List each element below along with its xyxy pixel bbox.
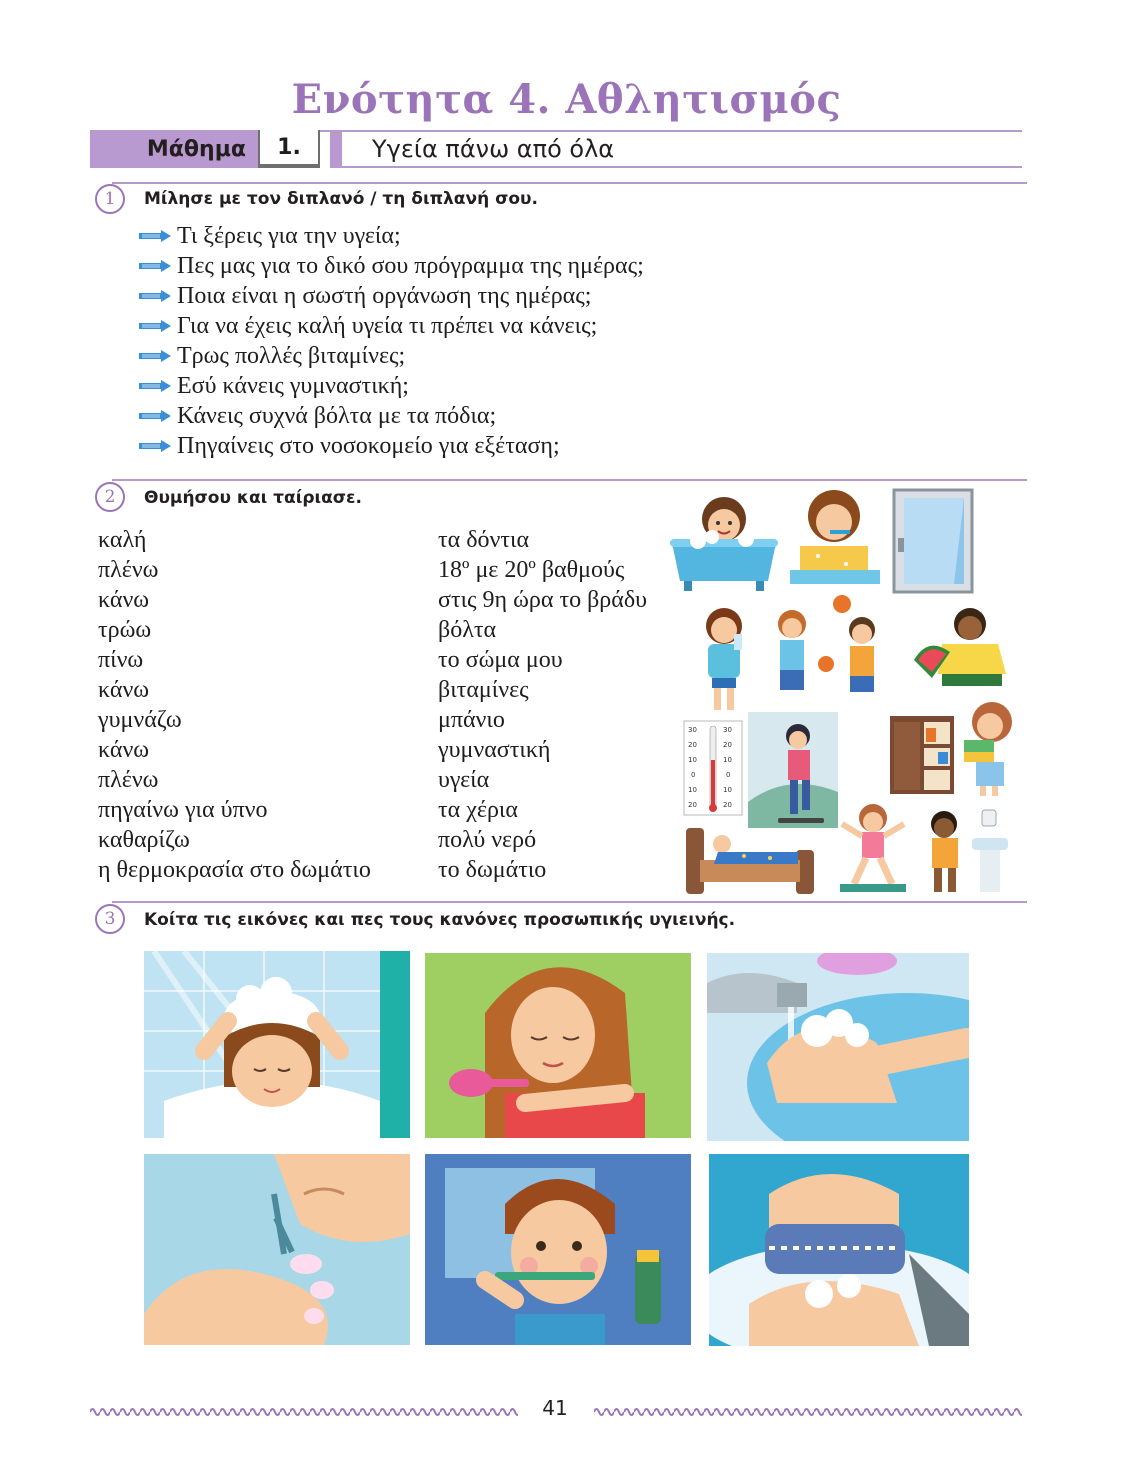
unit-title: Ενότητα 4. Αθλητισμός: [291, 76, 842, 123]
exercise2-number: 2: [95, 482, 125, 512]
thermometer-tick-label: 30: [688, 726, 697, 734]
lesson-header: [90, 130, 1022, 168]
lesson-accent-strip: [330, 132, 342, 168]
match-right-item: στις 9η ώρα το βράδυ: [438, 587, 648, 613]
lesson-label: Μάθημα: [90, 130, 258, 168]
question-text: Κάνεις συχνά βόλτα με τα πόδια;: [177, 402, 497, 429]
lesson-number: 1.: [258, 130, 320, 168]
thermometer-tick-label: 20: [723, 741, 732, 749]
match-right-item: το σώμα μου: [438, 647, 563, 673]
exercise2-instruction: Θυμήσου και ταίριασε.: [144, 488, 362, 508]
match-right-item: βιταμίνες: [438, 677, 529, 703]
list-item: [138, 371, 644, 401]
match-right-item: τα δόντια: [438, 527, 530, 553]
arrow-bullet-icon: [138, 229, 172, 243]
lesson-rule-bottom: [340, 166, 1022, 168]
match-left-item: κάνω: [98, 587, 150, 613]
match-left-item: πηγαίνω για ύπνο: [98, 797, 268, 823]
thermometer-tick-label: 10: [723, 786, 732, 794]
list-item: [138, 281, 644, 311]
thermometer-tick-label: 0: [691, 771, 696, 779]
girl-exercising-illustration: [836, 800, 910, 896]
question-text: Για να έχεις καλή υγεία τι πρέπει να κάνεις;: [177, 312, 598, 339]
page-footer: [90, 1396, 1022, 1420]
exercise1-question-list: [138, 221, 644, 461]
match-left-item: τρώω: [98, 617, 152, 643]
match-left-item: η θερμοκρασία στο δωμάτιο: [98, 857, 371, 883]
match-right-item: βόλτα: [438, 617, 497, 643]
match-right-item: τα χέρια: [438, 797, 518, 823]
brushing-teeth-picture: [425, 1154, 691, 1345]
match-right-item: το δωμάτιο: [438, 857, 547, 883]
boy-eating-watermelon-illustration: [912, 600, 1020, 692]
match-left-item: κάνω: [98, 737, 150, 763]
list-item: [138, 221, 644, 251]
match-right-item: υγεία: [438, 767, 490, 793]
match-left-column: [98, 525, 371, 885]
arrow-bullet-icon: [138, 379, 172, 393]
match-left-item: καλή: [98, 527, 147, 553]
boy-washing-hands-illustration: [914, 804, 1010, 896]
exercise1-number: 1: [95, 184, 125, 214]
footer-wave-left: [90, 1404, 518, 1416]
exercise3-number: 3: [95, 904, 125, 934]
thermometer-tick-label: 10: [723, 756, 732, 764]
thermometer-tick-label: 20: [723, 801, 732, 809]
kids-basketball-illustration: [762, 594, 892, 714]
brushing-teeth-illustration: [790, 486, 880, 586]
brushing-hair-picture: [425, 953, 691, 1138]
arrow-bullet-icon: [138, 289, 172, 303]
match-right-item: γυμναστική: [438, 737, 551, 763]
question-text: Τι ξέρεις για την υγεία;: [177, 222, 401, 249]
thermometer-tick-label: 20: [688, 801, 697, 809]
match-left-item: καθαρίζω: [98, 827, 190, 853]
exercise1-rule: [112, 182, 1027, 184]
question-text: Ποια είναι η σωστή οργάνωση της ημέρας;: [177, 282, 592, 309]
thermometer-tick-label: 0: [726, 771, 731, 779]
footer-wave-right: [594, 1404, 1022, 1416]
wardrobe-illustration: [886, 712, 958, 798]
match-right-column: [438, 525, 647, 885]
thermometer-tick-label: 10: [688, 786, 697, 794]
question-text: Τρως πολλές βιταμίνες;: [177, 342, 406, 369]
match-right-item: μπάνιο: [438, 707, 505, 733]
window-illustration: [892, 488, 974, 594]
exercise2-rule: [112, 479, 1027, 481]
thermometer-tick-label: 20: [688, 741, 697, 749]
arrow-bullet-icon: [138, 319, 172, 333]
question-text: Εσύ κάνεις γυμναστική;: [177, 372, 409, 399]
list-item: [138, 431, 644, 461]
washing-hands-picture: [707, 953, 969, 1141]
lesson-title: Υγεία πάνω από όλα: [372, 135, 615, 163]
girl-with-towels-illustration: [958, 696, 1018, 796]
exercise3-rule: [112, 901, 1027, 903]
list-item: [138, 251, 644, 281]
match-left-item: κάνω: [98, 677, 150, 703]
girl-drinking-water-illustration: [694, 604, 754, 716]
match-left-item: πλένω: [98, 557, 159, 583]
washing-hair-picture: [144, 951, 410, 1138]
question-text: Πες μας για το δικό σου πρόγραμμα της ημέρας;: [177, 252, 644, 279]
exercise1-instruction: Μίλησε με τον διπλανό / τη διπλανή σου.: [144, 189, 538, 209]
thermometer-tick-label: 10: [688, 756, 697, 764]
cutting-toenails-picture: [144, 1154, 410, 1345]
arrow-bullet-icon: [138, 259, 172, 273]
girl-walking-illustration: [748, 712, 838, 828]
list-item: [138, 311, 644, 341]
match-left-item: πλένω: [98, 767, 159, 793]
page-number: 41: [542, 1396, 568, 1420]
child-sleeping-in-bed-illustration: [684, 820, 816, 898]
arrow-bullet-icon: [138, 439, 172, 453]
arrow-bullet-icon: [138, 409, 172, 423]
thermometer-tick-label: 30: [723, 726, 732, 734]
list-item: [138, 341, 644, 371]
match-right-item: πολύ νερό: [438, 827, 537, 853]
match-right-item: 18º με 20º βαθμούς: [438, 557, 625, 583]
match-left-item: πίνω: [98, 647, 144, 673]
question-text: Πηγαίνεις στο νοσοκομείο για εξέταση;: [177, 432, 560, 459]
exercise3-instruction: Κοίτα τις εικόνες και πες τους κανόνες προσωπικής υγιεινής.: [144, 910, 736, 930]
arrow-bullet-icon: [138, 349, 172, 363]
list-item: [138, 401, 644, 431]
scrubbing-feet-picture: [709, 1154, 969, 1346]
thermometer-illustration: [683, 720, 743, 816]
bath-tub-illustration: [668, 495, 780, 593]
match-left-item: γυμνάζω: [98, 707, 182, 733]
